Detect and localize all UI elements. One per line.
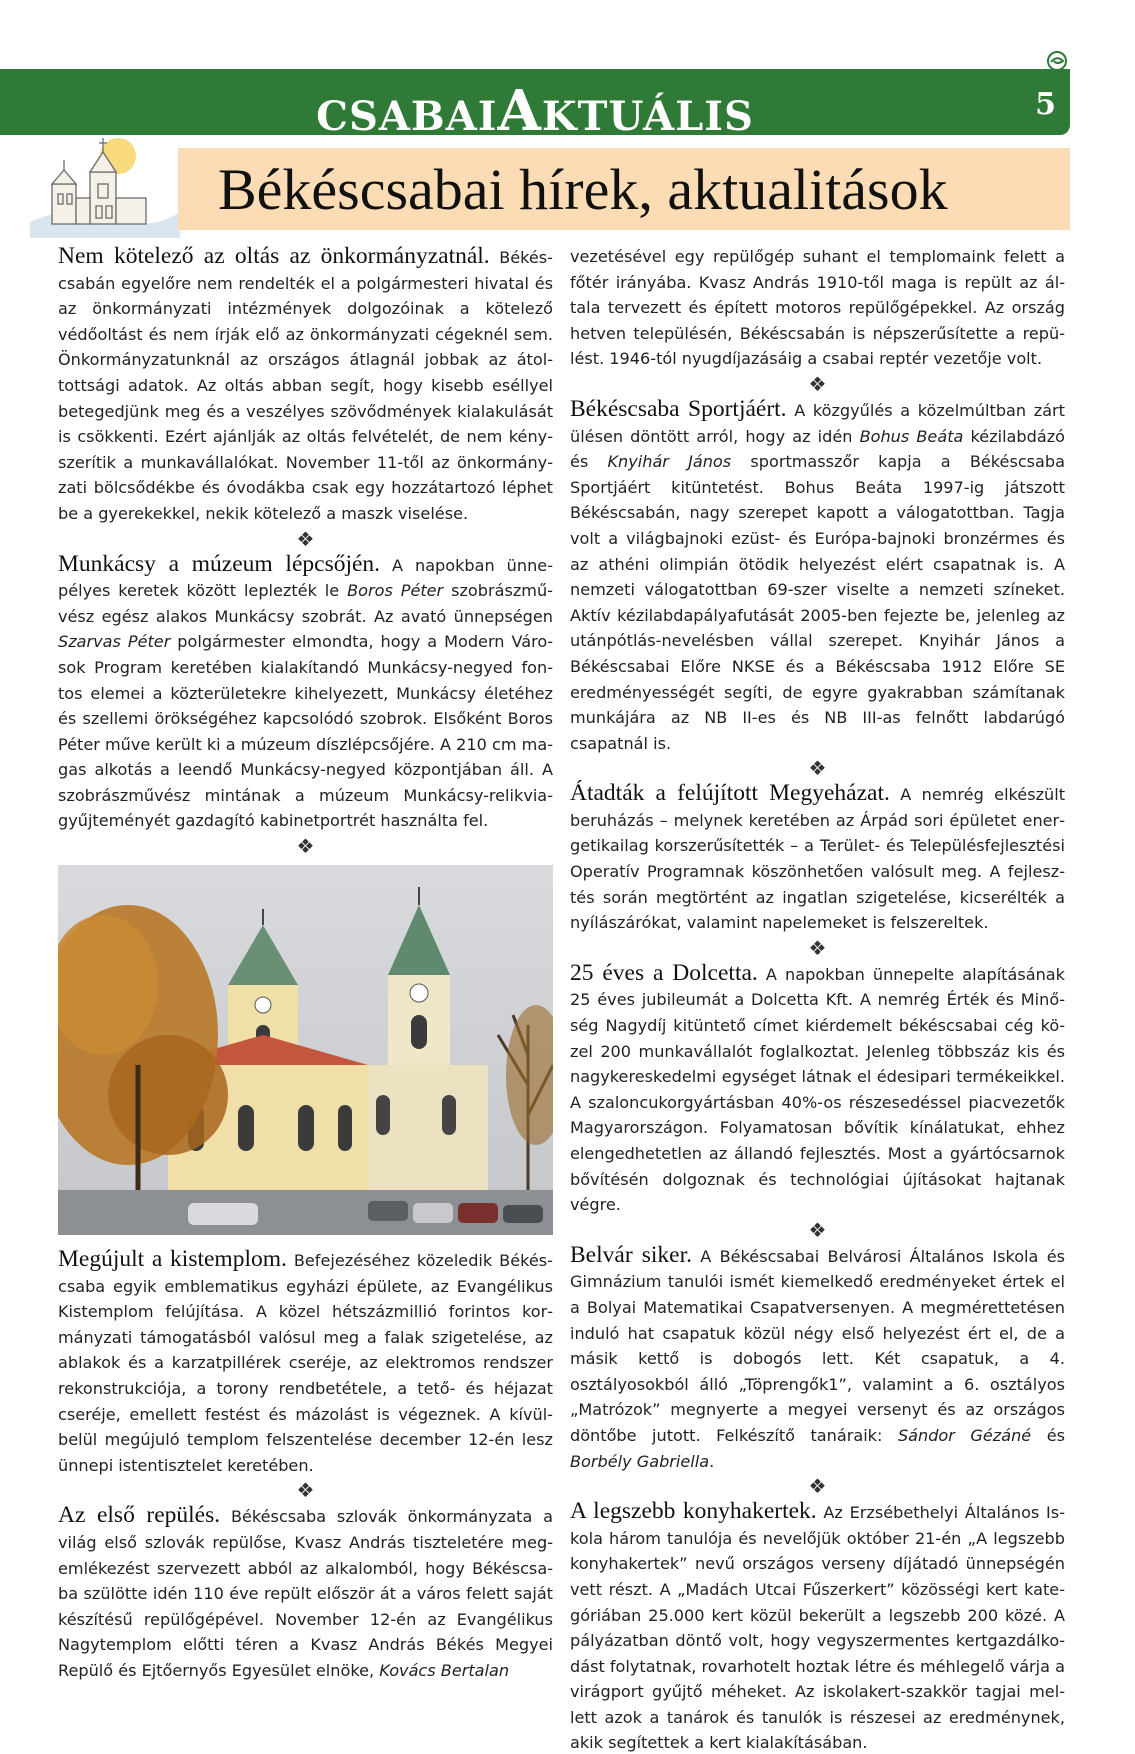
article-title: Belvár siker. — [570, 1241, 692, 1268]
person-name: Bohus Beáta — [859, 426, 964, 446]
article-kistemplom — [58, 1247, 553, 1478]
masthead-title: CSABAIAKTUÁLIS — [316, 78, 754, 144]
church-photo — [58, 865, 553, 1235]
article-munkacsy: Munkácsy a múzeum lépcsőjén. A napokban ünnepélyes keretek között leplezték le Boros Péter szobrászművész egész alakos Munkácsy szobrát. Az avató ünnepségen Szarvas Péter polgármester elmondta, hogy a Modern Városok Program keretében kialakítandó Munkácsy-negyed fontos elemei a közterületekre kihelyezett, Munkácsy életéhez és szellemi örökségéhez kapcsolódó szobrok. Elsőként Boros Péter műve került ki a múzeum díszlépcsőjére. A 210 cm magas alkotás a leendő Munkácsy-negyed központjában áll. A szobrászművész mintának a múzeum Munkácsy-relikviagyűjteményét gazdagító kabinetportrét használta fel. — [58, 550, 553, 831]
article-body: Békéscsabán egyelőre nem rendelték el a polgármesteri hivatal és az önkormányzati intézmények dolgozóinak a kötelező védőoltást és nem írják elő az önkormányzati cégeknél sem. Önkormányzatunknál az országos átlagnál jobbak az átoltottsági adatok. Az oltás abban segít, hogy kisebb eséllyel betegedjünk meg és a veszélyes szövődmények kialakulását is csökkenti. Ezért ajánlják az oltás felvételét, de nem kényszerítik a munkavállalókat. November 11-től az önkormányzati bölcsődékbe és óvodákba csak egy hozzátartozó léphet be a gyerekekkel, nekik kötelező a maszk viselése. — [58, 248, 553, 523]
separator-icon: ❖ — [808, 1217, 827, 1242]
article-body: A napokban ünnepelte alapításának 25 éves jubileumát a Dolcetta Kft. A nemrég Érték és Minőség Nagydíj kitüntető címet kiérdemelt békéscsabai cég közel 200 munkavállalót foglalkoztat. Jelenleg többszáz kis és nagykereskedelmi egységet látnak el édesipari termékeikkel. A szaloncukorgyártásban 40%-os részesedéssel piacvezetők Magyarországon. Folyamatosan bővítik kínálatukat, ehhez elengedhetetlen az állandó fejlesztés. Most a gyártócsarnok bővítésén dolgoznak és technológiai újításokat hajtanak végre. — [570, 964, 1065, 1215]
article-body: Az Erzsébethelyi Általános Iskola három tanulója és nevelőjük október 21-én „A legszebb konyhakertek” nevű országos verseny díjátadó ünnepségén vett részt. A „Madách Utcai Fűszerkert” közösségi kert kategóriában 25.000 kert közül bekerült a legszebb 200 közé. A pályázatban döntő volt, hogy vegyszermentes kertgazdálkodást folytatnak, rovarhotelt hoztak létre és méhlegelő várja a virágport gyűjtő méheket. Az iskolakert-szakkör tagjai mellett azok a tanárok és tanulók is részesei az eredménynek, akik segítettek a kert kialakításában. — [570, 1503, 1065, 1753]
left-column — [58, 244, 553, 1684]
article-konyhakertek — [570, 1499, 1065, 1754]
church-logo-icon — [30, 134, 180, 238]
right-column — [570, 244, 1065, 1754]
page-headline: Békéscsabai hírek, aktualitások — [218, 157, 948, 222]
article-title: Megújult a kistemplom. — [58, 1246, 287, 1273]
separator-icon: ❖ — [808, 371, 827, 396]
person-name: Boros Péter — [347, 581, 444, 601]
article-title: Munkácsy a múzeum lépcsőjén. — [58, 550, 381, 577]
separator-icon: ❖ — [808, 935, 827, 960]
separator-icon: ❖ — [808, 756, 827, 781]
person-name: Sándor Gézáné — [897, 1425, 1032, 1445]
article-title: Átadták a felújított Megyeházat. — [570, 780, 890, 807]
person-name: Kovács Bertalan — [379, 1660, 510, 1680]
article-first-flight-continued: vezetésével egy repülőgép suhant el templomaink felett a főtér irányába. Kvasz András 1910-től maga is repült az általa tervezett és épített motoros repülőgépekkel. Az ország hetven településén, Békéscsabán is népszerűsítette a repülést. 1946-tól nyugdíjazásáig a csabai reptér vezetője volt. — [570, 247, 1065, 369]
person-name: Szarvas Péter — [58, 632, 171, 652]
separator-icon: ❖ — [808, 1474, 827, 1499]
separator-icon: ❖ — [296, 526, 315, 551]
article-vaccination — [58, 244, 553, 527]
article-title: Nem kötelező az oltás az önkormányzatnál. — [58, 243, 490, 269]
person-name: Knyihár János — [607, 452, 732, 472]
article-megyehaza — [570, 781, 1065, 936]
separator-icon: ❖ — [296, 834, 315, 859]
article-title: A legszebb konyhakertek. — [570, 1498, 817, 1525]
person-name: Borbély Gabriella — [570, 1451, 710, 1471]
masthead-banner — [0, 69, 1070, 144]
article-body: Befejezéséhez közeledik Békéscsaba egyik emblematikus egyházi épülete, az Evangélikus Kistemplom felújítása. A közel hétszázmillió forintos kormányzati támogatásból valósul meg a falak szigetelése, az ablakok és a karzatpillérek cseréje, az elektromos rendszer rekonstrukciója, a torony rendbetétele, a tető- és héjazat cseréje, emellett festést és mázolást is végeznek. A kívül-belül megújuló templom felszentelése december 12-én lesz ünnepi istentisztelet keretében. — [58, 1251, 553, 1475]
article-title: Békéscsaba Sportjáért. — [570, 395, 787, 422]
article-first-flight: Az első repülés. Békéscsaba szlovák önkormányzata a világ első szlovák repülőse, Kvasz András tiszteletére megemlékezést szervezett abból az alkalomból, hogy Békéscsaba szülötte idén 110 éve repült először át a város felett saját készítésű repülőgépével. November 12-én az Evangélikus Nagytemplom előtti téren a Kvasz András Békés Megyei Repülő és Ejtőernyős Egyesület elnöke, Kovács Bertalan — [58, 1502, 553, 1680]
article-belvar: Belvár siker. A Békéscsabai Belvárosi Általános Iskola és Gimnázium tanulói ismét kiemelkedő eredményeket értek el a Bolyai Matematikai Csapatversenyen. A megmérettetésen induló hat csapatuk közül négy első helyezést ért el, de a másik kettő is dobogós lett. Két csapatuk, a 4. osztályosokból álló „Töprengők1”, valamint a 6. osztályos „Matrózok” megnyerte a megyei versenyt és az országos döntőbe jutott. Felkészítő tanáraik: Sándor Gézáné és Borbély Gabriella. — [570, 1241, 1065, 1471]
article-title: Az első repülés. — [58, 1502, 221, 1529]
article-sport-award: Békéscsaba Sportjáért. A közgyűlés a közelmúltban zárt ülésen döntött arról, hogy az idén Bohus Beáta kézilabdázó és Knyihár János sportmasszőr kapja a Békéscsaba Sportjáért kitüntetést. Bohus Beáta 1997-ig játszott Békéscsabán, nagy szerepet kapott a válogatottban. Tagja volt a világbajnoki ezüst- és Európa-bajnoki bronzérmes és az athéni olimpián ötödik helyezést elért csapatnak is. A nemzeti válogatottban 69-szer viselte a nemzeti színeket. Aktív kézilabdapályafutását 2005-ben fejezte be, jelenleg az utánpótlás-nevelésben vállal szerepet. Knyihár János a Békéscsabai Előre NKSE és a Békéscsaba 1912 Előre SE eredményességét segíti, de egyre gyakrabban számítanak munkájára az NB II-es és NB III-as felnőtt labdarúgó csapatnál is. — [570, 395, 1066, 753]
article-dolcetta — [570, 961, 1065, 1218]
page-number: 5 — [1035, 87, 1056, 122]
article-body: A nemrég elkészült beruházás – melynek keretében az Árpád sori épületet energetikailag korszerűsítették – a Terület- és Településfejlesztési Operatív Programnak köszönhetően valósult meg. A fejlesztés során megtörtént az ingatlan szigetelése, kicserélték a nyílászárókat, valamint napelemeket is felszereltek. — [570, 785, 1066, 933]
separator-icon: ❖ — [296, 1478, 315, 1503]
article-title: 25 éves a Dolcetta. — [570, 959, 758, 986]
